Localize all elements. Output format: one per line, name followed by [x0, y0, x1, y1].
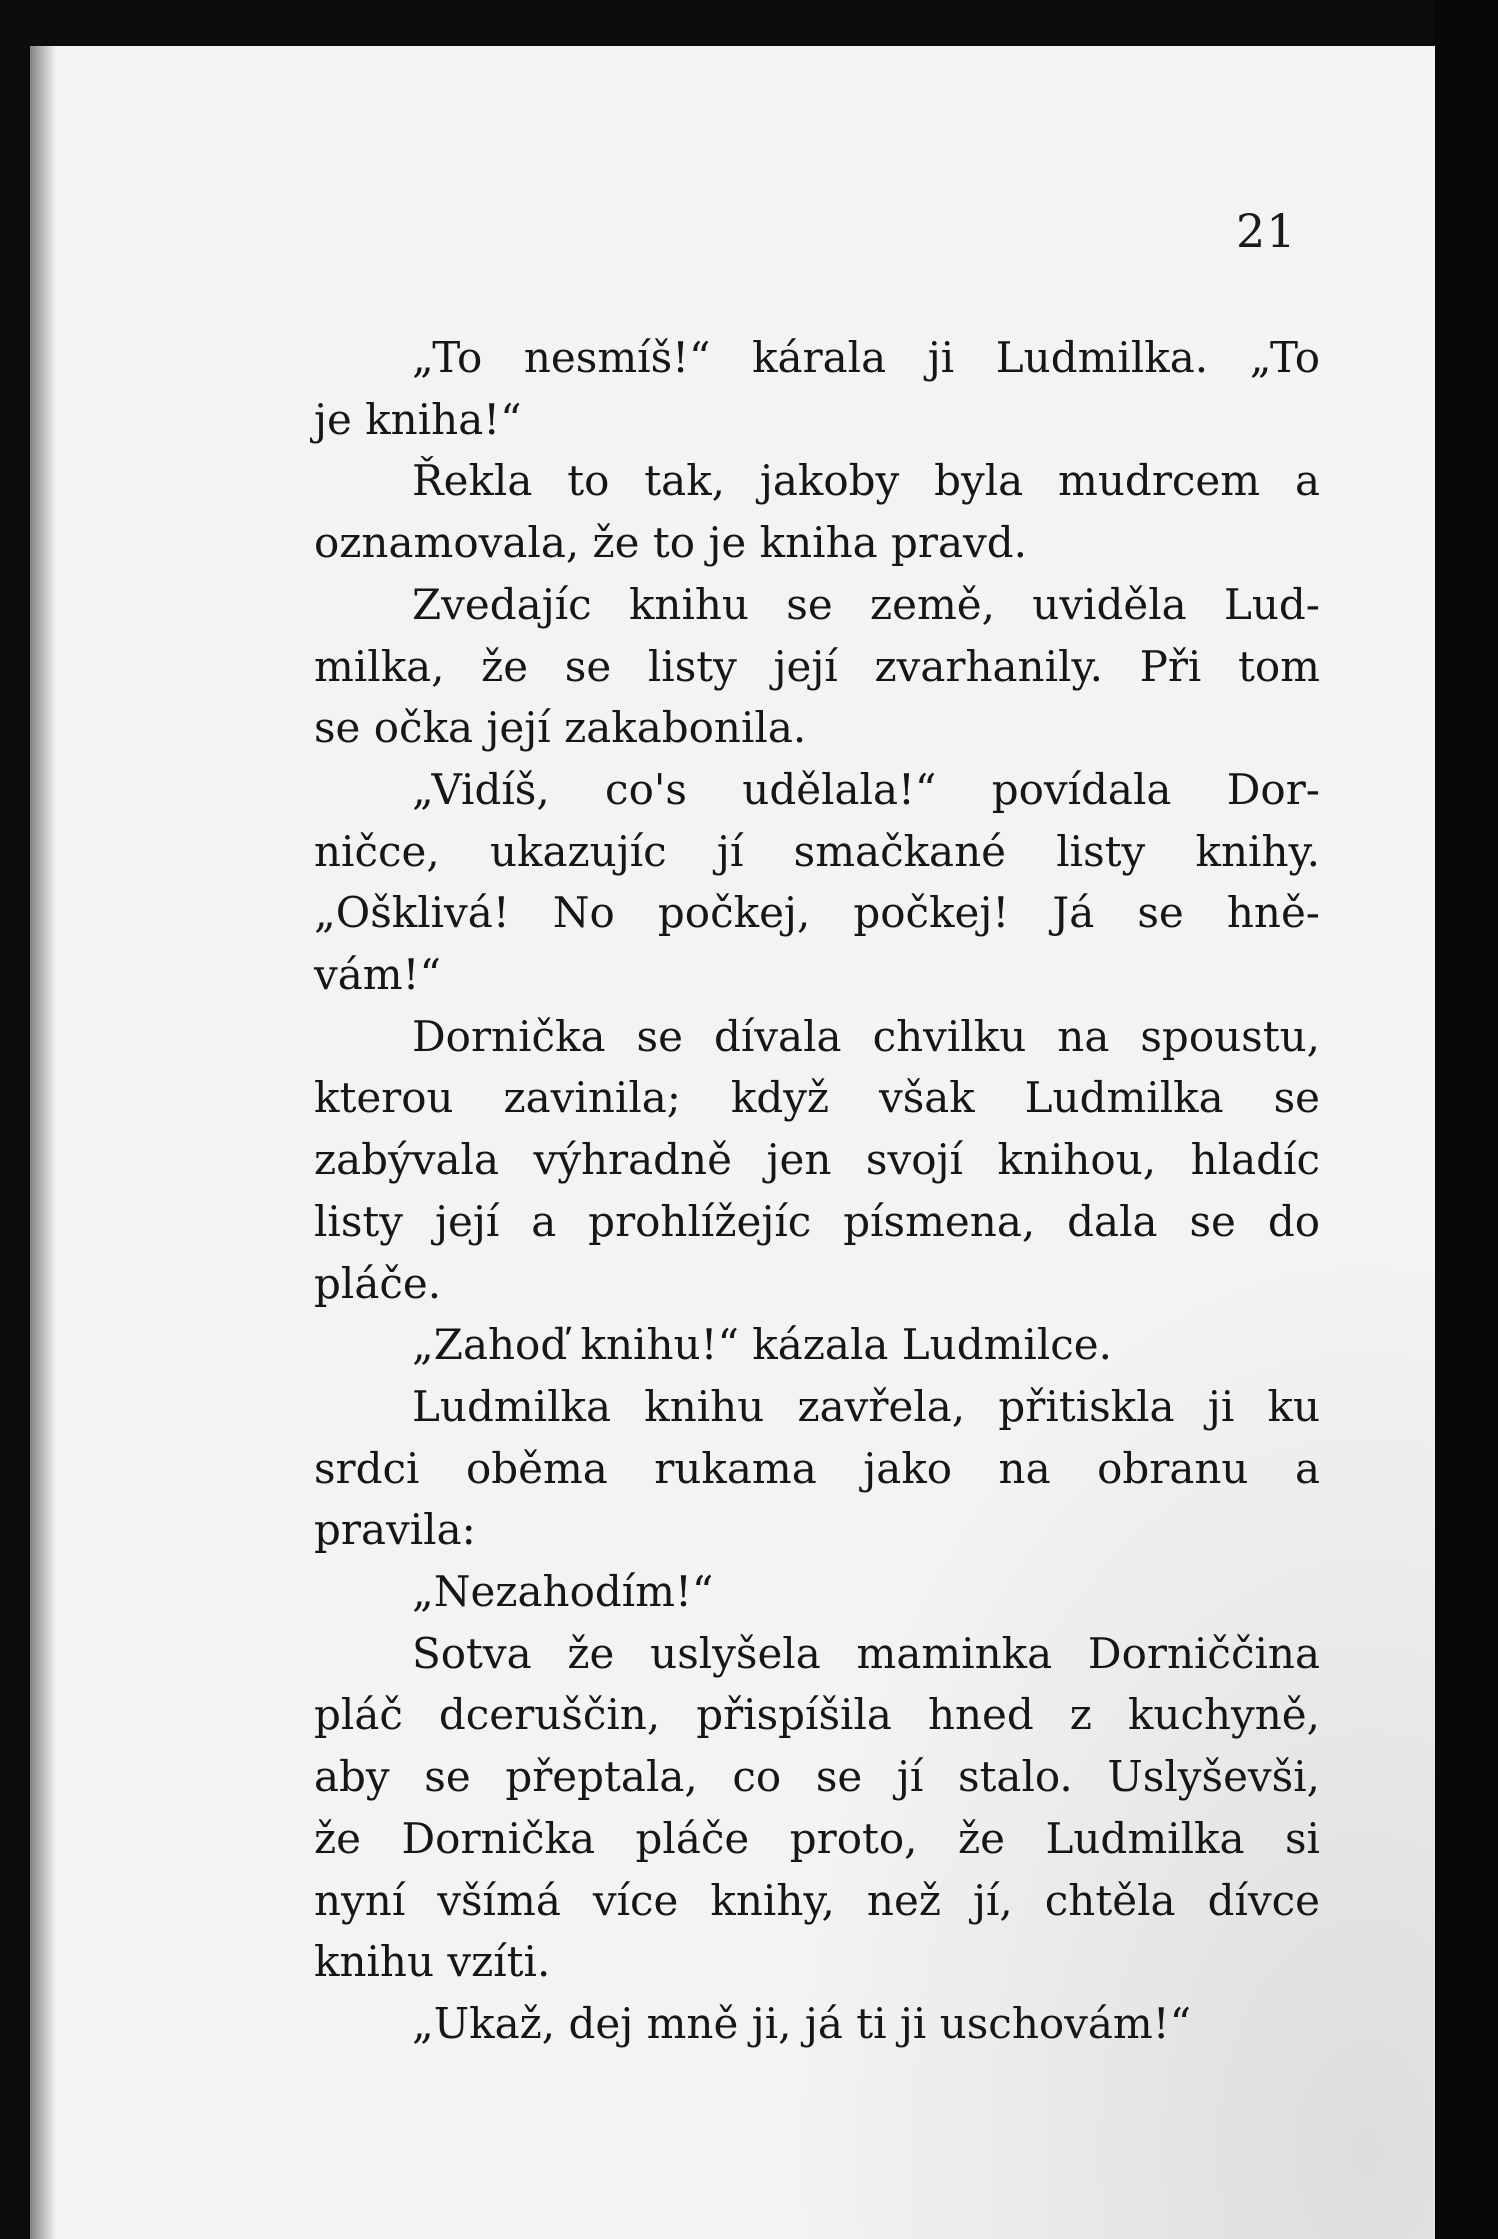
scan-border: [1435, 0, 1498, 2239]
text-line: Sotva že uslyšela maminka Dorniččina: [412, 1628, 1320, 1678]
text-line: „To nesmíš!“ kárala ji Ludmilka. „To: [412, 333, 1320, 382]
text-line: Dornička se dívala chvilku na spoustu,: [412, 1011, 1320, 1061]
text-line: srdci oběma rukama jako na obranu a: [314, 1443, 1320, 1493]
text-line: „Zahoď knihu!“ kázala Ludmilce.: [412, 1320, 1113, 1370]
text-line: knihu vzíti.: [314, 1937, 551, 1987]
text-line: Ludmilka knihu zavřela, přitiskla ji ku: [412, 1381, 1320, 1431]
text-line: Řekla to tak, jakoby byla mudrcem a: [412, 456, 1320, 506]
text-line: „Ošklivá! No počkej, počkej! Já se hně-: [314, 888, 1320, 938]
text-line: je kniha!“: [314, 394, 522, 444]
text-line: oznamovala, že to je kniha pravd.: [314, 518, 1027, 568]
spine-shadow: [30, 46, 56, 2239]
text-line: pravila:: [314, 1505, 476, 1555]
text-line: milka, že se listy její zvarhanily. Při tom: [314, 641, 1320, 691]
text-line: „Nezahodím!“: [412, 1567, 714, 1617]
text-line: listy její a prohlížejíc písmena, dala se do: [314, 1196, 1320, 1246]
text-line: nyní všímá více knihy, než jí, chtěla dívce: [314, 1875, 1320, 1925]
page-number: 21: [1236, 204, 1297, 258]
text-line: pláče.: [314, 1258, 442, 1308]
text-line: že Dornička pláče proto, že Ludmilka si: [314, 1813, 1320, 1863]
text-line: kterou zavinila; když však Ludmilka se: [314, 1073, 1320, 1123]
text-line: Zvedajíc knihu se země, uviděla Lud-: [412, 579, 1320, 629]
text-line: „Ukaž, dej mně ji, já ti ji uschovám!“: [412, 1998, 1192, 2048]
text-line: pláč dceruščin, přispíšila hned z kuchyně,: [314, 1690, 1320, 1740]
text-line: se očka její zakabonila.: [314, 703, 807, 753]
text-line: aby se přeptala, co se jí stalo. Uslyševši,: [314, 1752, 1320, 1802]
text-line: zabývala výhradně jen svojí knihou, hladíc: [314, 1135, 1320, 1185]
text-line: „Vidíš, co's udělala!“ povídala Dor-: [412, 764, 1320, 814]
text-line: vám!“: [314, 950, 441, 1000]
body-text: [314, 327, 1320, 2055]
text-line: ničce, ukazujíc jí smačkané listy knihy.: [314, 826, 1320, 876]
